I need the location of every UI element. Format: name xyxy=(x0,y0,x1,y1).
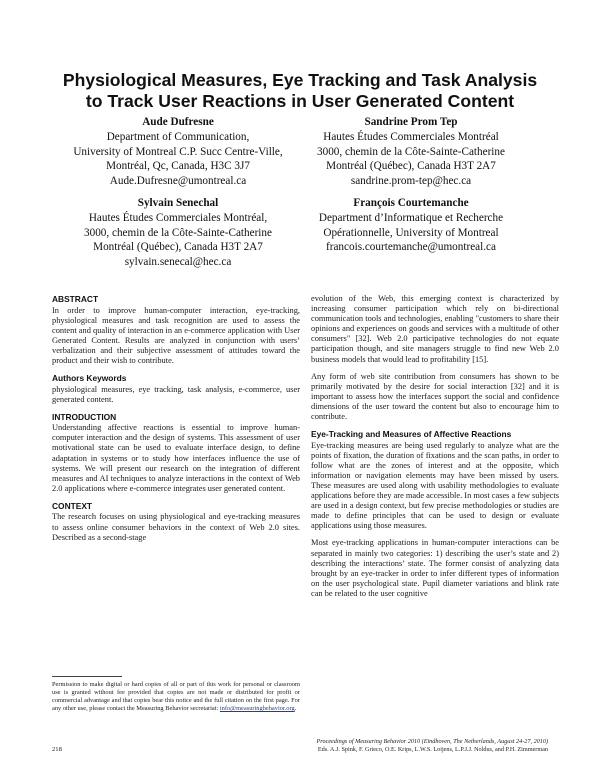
title-line-1: Physiological Measures, Eye Tracking and Task Analysis xyxy=(62,70,538,90)
footnote-divider xyxy=(52,676,122,677)
author-affiliation: Department of Communication, xyxy=(106,130,250,143)
author-affiliation: Department d’Informatique et Recherche xyxy=(318,211,504,224)
author-name: Sylvain Senechal xyxy=(137,197,219,209)
author-name: François Courtemanche xyxy=(353,197,469,209)
author-email: Aude.Dufresne@umontreal.ca xyxy=(109,175,247,188)
paper-title xyxy=(40,70,560,112)
body-paragraph: evolution of the Web, this emerging context is characterized by increasing consumer participation which rely on bi-directional communication tools and technologies, enabling "customers to share their opinions and experiences on goods and services with a multitude of other consumers" [32]. Web 2.0 participative technologies do not equate participation though, and site managers struggle to find new Web 2.0 business models that would lead to profitability [15]. xyxy=(311,294,559,364)
copyright-footnote xyxy=(52,681,300,713)
author-affiliation: University of Montreal C.P. Succ Centre-Ville, xyxy=(73,145,283,158)
introduction-heading: INTRODUCTION xyxy=(52,411,117,422)
body-paragraph: Most eye-tracking applications in human-computer interactions can be separated in mainly two categories: 1) describing the user’s state and 2) describing the interactions’ state. The former consist of analyzing data brought by an eye-tracker in order to infer different types of information on the user psychological state. Pupil diameter variations and blink rate can be related to the user cognitive xyxy=(311,538,559,598)
section-heading: Eye-Tracking and Measures of Affective Reactions xyxy=(311,429,512,440)
author-name: Aude Dufresne xyxy=(142,116,214,128)
footnote-text: Permission to make digital or hard copies of all or part of this work for personal or classroom use is granted without fee provided that copies are not made or distributed for profit or commercial advantage and that copies bear this notice and the full citation on the first page. For any other use, please contact the Measuring Behavior secretariat: xyxy=(52,681,300,713)
context-heading: CONTEXT xyxy=(52,500,93,511)
author-affiliation: Hautes Études Commerciales Montréal, xyxy=(88,211,268,224)
author-name: Sandrine Prom Tep xyxy=(364,116,458,128)
author-address: 3000, chemin de la Côte-Sainte-Catherine xyxy=(84,226,272,239)
author-block-senechal xyxy=(48,196,308,270)
author-address: Montréal, Qc, Canada, H3C 3J7 xyxy=(106,160,250,173)
author-address: Montréal (Québec), Canada H3T 2A7 xyxy=(326,160,496,173)
author-block-courtemanche xyxy=(281,196,541,255)
secretariat-email-link[interactable]: info@measuringbehavior.org xyxy=(219,705,295,713)
author-block-prom-tep xyxy=(281,115,541,189)
right-column xyxy=(311,294,559,606)
proceedings-editors: Eds. A.J. Spink, F. Grieco, O.E. Krips, L.W.S. Loijens, L.P.J.J. Noldus, and P.H. Zimmerman xyxy=(317,746,548,753)
proceedings-citation: Proceedings of Measuring Behavior 2010 (Eindhoven, The Netherlands, August 24-27, 2010) xyxy=(316,738,548,745)
abstract-text: In order to improve human-computer interaction, eye-tracking, physiological measures and task recognition are used to assess the content and quality of interaction in an e-commerce application with User Generated Content. Results are analyzed in conjunction with users’ verbalization and their subjective assessment of attitudes toward the product and their wish to contribute. xyxy=(52,305,300,365)
context-text: The research focuses on using physiological and eye-tracking measures to assess online consumer behaviors in the context of Web 2.0 sites. Described as a second-stage xyxy=(52,512,300,542)
author-affiliation: Hautes Études Commerciales Montréal xyxy=(323,130,499,143)
author-address: Montréal (Québec), Canada H3T 2A7 xyxy=(93,241,263,254)
author-affiliation: Opérationnelle, University of Montreal xyxy=(323,226,499,239)
body-paragraph: Any form of web site contribution from consumers has shown to be primarily motivated by the desire for social interaction [32] and it is important to assess how the interfaces support the social and confidence dimensions of the user toward the content but also to encourage him to contribute. xyxy=(311,371,559,422)
author-address: 3000, chemin de la Côte-Sainte-Catherine xyxy=(317,145,505,158)
body-paragraph: Eye-tracking measures are being used regularly to analyze what are the points of fixation, the duration of fixations and the scan paths, in order to follow what are the zones of interest and at the opposite, which information or navigation elements may have been missed by users. These measures are used along with usability methodologies to evaluate applications before they are made accessible. In most cases a few subjects are used in a design context, but few precise methodologies or studies are made to define principles that can be used to design or evaluate applications using those measures. xyxy=(311,440,559,531)
author-block-dufresne xyxy=(48,115,308,189)
keywords-heading: Authors Keywords xyxy=(52,373,127,384)
keywords-text: physiological measures, eye tracking, task analysis, e-commerce, user generated content. xyxy=(52,384,300,404)
proceedings-footer xyxy=(218,738,548,754)
author-email: sylvain.senecal@hec.ca xyxy=(124,256,232,269)
author-email: francois.courtemanche@umontreal.ca xyxy=(326,241,496,254)
title-line-2: to Track User Reactions in User Generated Content xyxy=(85,91,515,111)
page-number: 218 xyxy=(52,746,62,753)
footnote-end: . xyxy=(294,705,297,713)
left-column xyxy=(52,294,300,550)
author-email: sandrine.prom-tep@hec.ca xyxy=(350,175,472,188)
abstract-heading: ABSTRACT xyxy=(52,294,99,304)
introduction-text: Understanding affective reactions is essential to improve human-computer interaction and the design of systems. This assessment of user motivational state can be used to evaluate interface design, to define adaptation in systems or to study how interfaces influence the use of systems. We will present our research on the integration of different measures and AI techniques to analyze interactions in the context of Web 2.0 applications where e-commerce integrates user generated content. xyxy=(52,423,300,493)
